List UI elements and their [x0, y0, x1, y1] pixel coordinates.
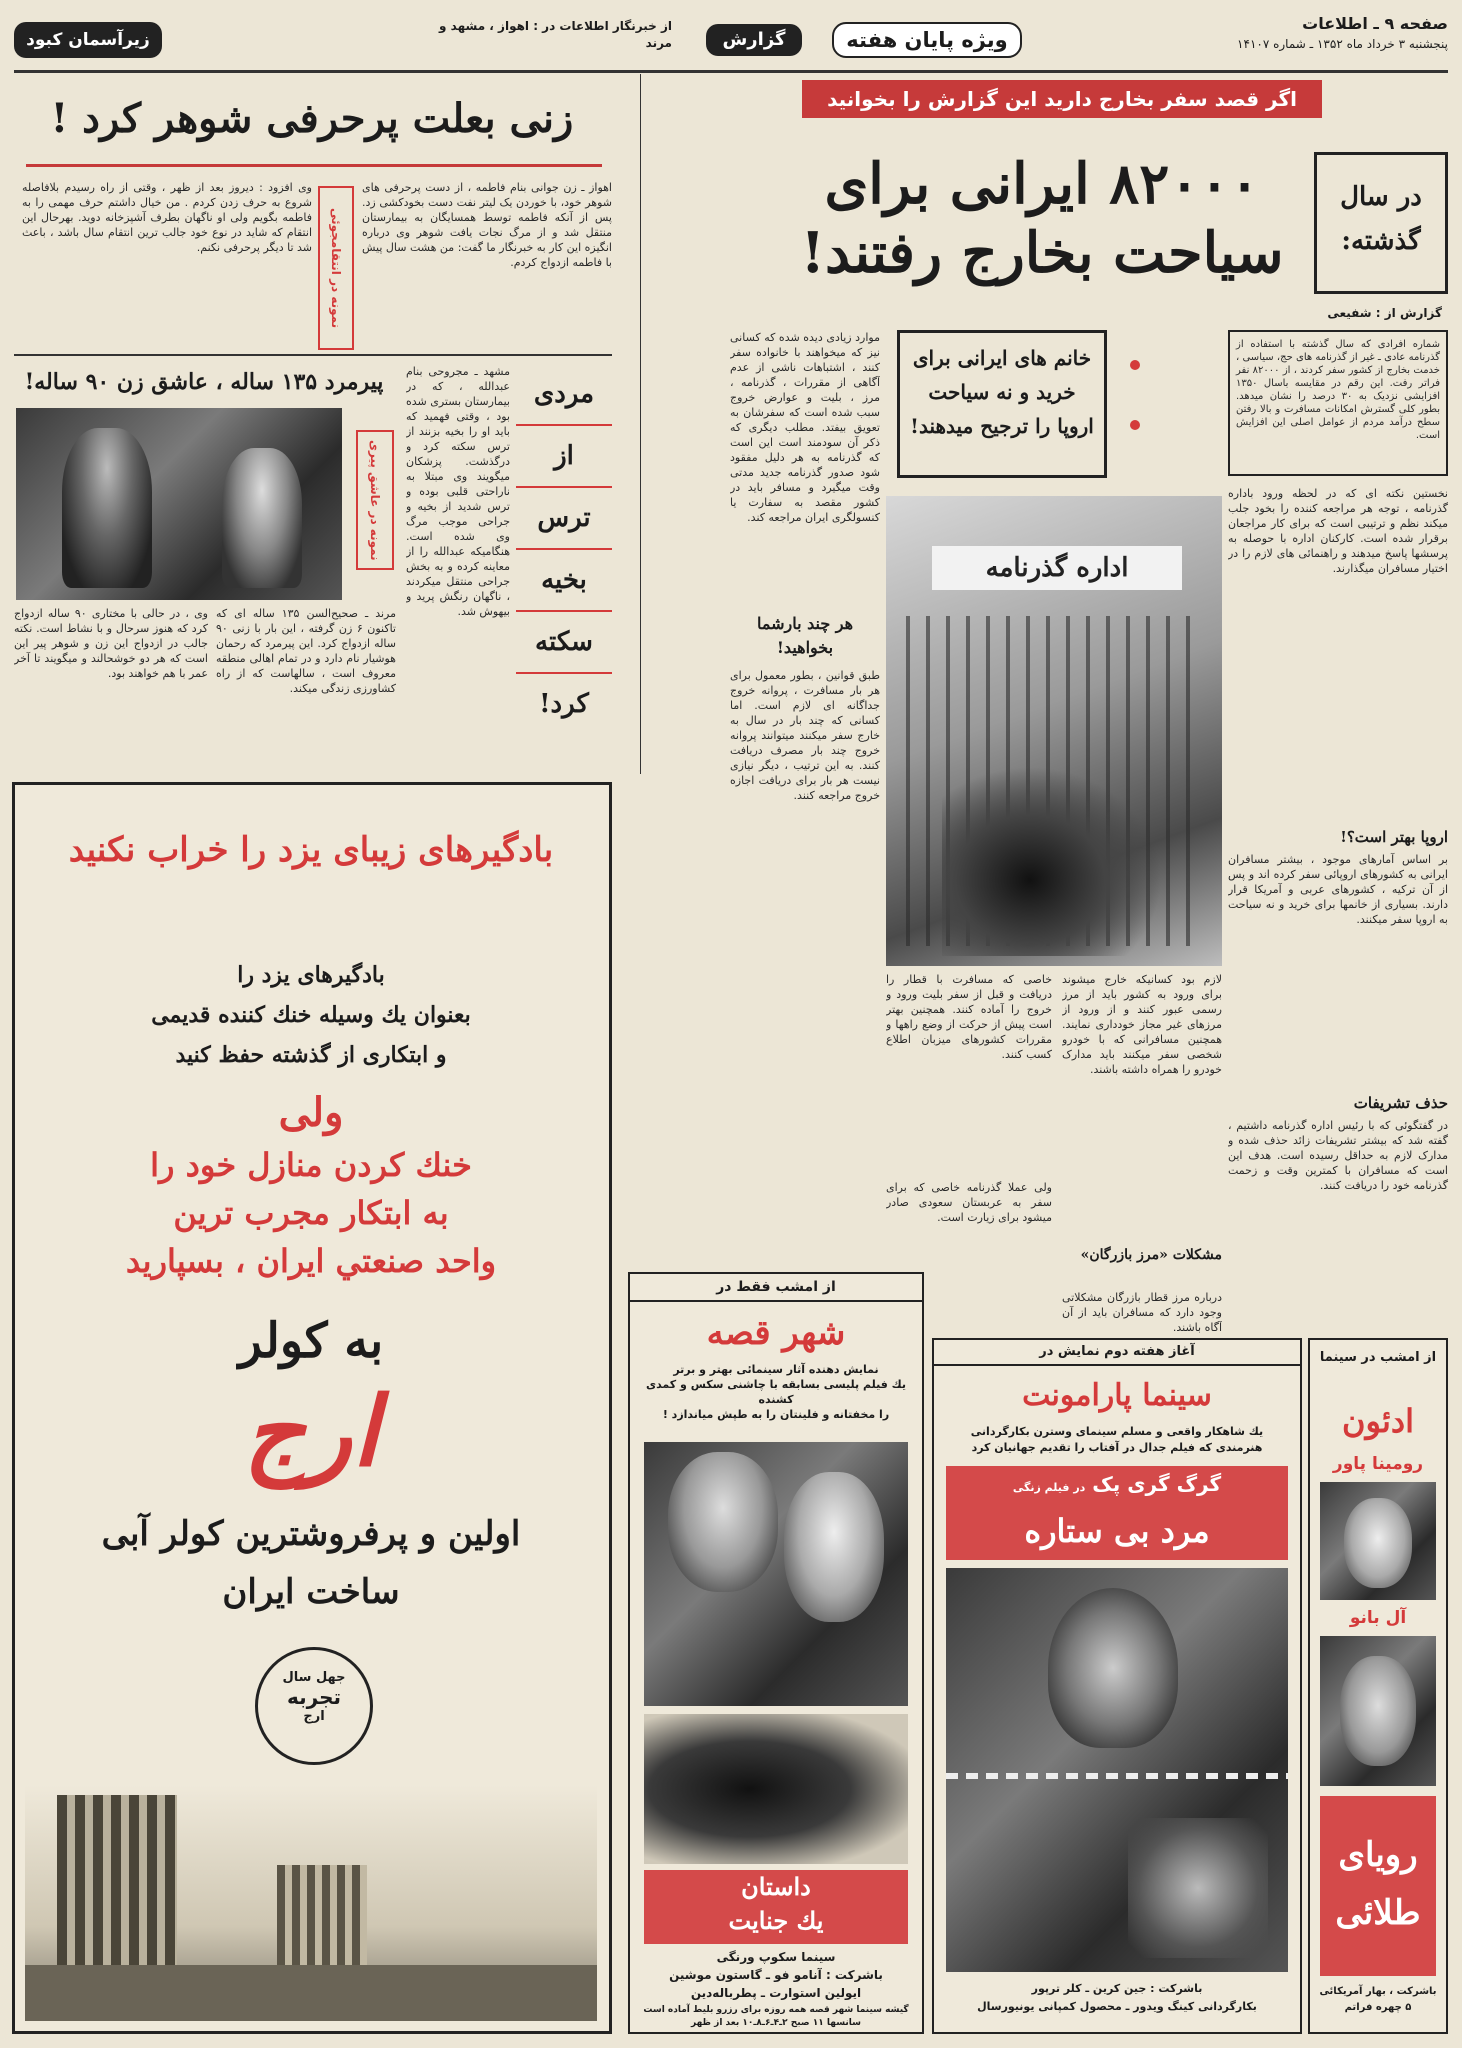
revenge-tag-text: نمونه در انتقامجوئی	[329, 207, 343, 329]
shg-credits	[638, 1948, 914, 2002]
shg-title-line: داستان	[741, 1872, 811, 1901]
ad-red-line: واحد صنعتي ايران ، بسپاريد	[125, 1242, 497, 1280]
column-b-part3	[1228, 1118, 1448, 1340]
odeon-actress: رومینا پاور	[1332, 1454, 1424, 1474]
ad-headline: بادگیرهای زیبای یزد را خراب نکنید	[68, 830, 554, 870]
shg-title-line: یك جنایت	[728, 1906, 824, 1935]
paramount-actor: گرگ گری پک	[1092, 1472, 1222, 1496]
column-d-note: ولی عملا گذرنامه خاصی که برای سفر به عربستان سعودی صادر میشود برای زیارت است.	[886, 1181, 1052, 1224]
fear-vertical-title	[516, 364, 612, 724]
fear-story-text	[406, 364, 510, 764]
odeon-actress-photo	[1320, 1482, 1436, 1600]
column-c-heading: مشکلات «مرز بازرگان»	[1080, 1247, 1222, 1263]
shg-cinema-name: شهر قصه	[706, 1313, 846, 1353]
old-couple-photo	[16, 408, 342, 600]
column-b-heading-2: حذف تشریفات	[1353, 1094, 1448, 1112]
woman-story-rule	[26, 164, 602, 167]
yazd-windcatchers-photo	[25, 1785, 597, 2021]
woman-story-text-left	[22, 180, 312, 350]
paramount-director: بکارگردانی کینگ ویدور ـ محصول کمپانی یونیورسال	[977, 2000, 1257, 2013]
shg-description	[638, 1362, 914, 1422]
ad-red-line: به ابتكار مجرب ترين	[173, 1194, 449, 1232]
old-man-headline: پیرمرد ۱۳۵ ساله ، عاشق زن ۹۰ ساله!	[24, 369, 384, 395]
column-d-part2	[886, 1180, 1052, 1270]
seal-bottom: تجربه	[286, 1685, 341, 1709]
old-love-tag	[356, 430, 394, 570]
column-b	[1228, 486, 1448, 826]
ad-but: ولی	[278, 1089, 344, 1136]
blue-sky-label: زیرآسمان کبود	[14, 22, 162, 58]
shg-poster-struggle	[644, 1714, 908, 1864]
old-woman-figure	[222, 448, 302, 588]
paramount-ad	[932, 1338, 1302, 2034]
seal-top: جهل سال	[282, 1670, 346, 1685]
paramount-in-film: در فیلم زنگی	[1012, 1481, 1086, 1494]
last-year-box	[1314, 152, 1448, 294]
travel-banner: اگر قصد سفر بخارج دارید این گزارش را بخوانید	[802, 80, 1322, 118]
paramount-desc	[942, 1424, 1292, 1458]
intro-text: شماره افرادی که سال گذشته با استفاده از گذرنامه عادی ـ غیر از گذرنامه های حج، سیاسی ، خدمت بخارج از کشور سفر کردند ، از ۸۲۰۰۰ نفر فراتر رفت. این رقم در مقایسه باسال ۱۳۵۰ افزایشی نزدیک به ۳۰ درصد را نشان میدهد. بطور کلی گسترش امکانات مسافرت و بالا رفتن سطح درآمد مردم از عوامل اصلی این افزایش است.	[1236, 339, 1440, 441]
shg-desc-line: را مخفتانه و فلینتان را به طپش میاندازد !	[662, 1408, 890, 1421]
seal-brand: ارج	[303, 1709, 325, 1724]
column-divider	[640, 74, 641, 774]
column-a-text2: طبق قوانین ، بطور معمول برای هر بار مسافرت ، پروانه خروج جداگانه ای لازم است. اما کسانی که چند بار در سال به خارج سفر میکنند میتوانند پروانه خروج چند بار مصرف دریافت کنند. به این ترتیب ، دیگر نیازی نیست هر بار برای دریافت اجازه خروج مراجعه کنند.	[730, 669, 880, 802]
actor-face	[668, 1452, 778, 1592]
ad-slogan	[23, 1505, 599, 1625]
cowboy-face	[1048, 1588, 1178, 1748]
shg-cast: باشرکت : آنامو فو ـ گاستون موشین	[669, 1968, 883, 1982]
woman-story-right-text: اهواز ـ زن جوانی بنام فاطمه ، از دست پرحرفی های شوهر خود، با خوردن یک لیتر نفت دست بخودکشی زد. پس از آنکه فاطمه توسط همسایگان به بیمارستان منتقل شد و از مرگ نجات یافت شوهر وی درباره انگیزه این کار به خبرنگار ما گفت: من هشت سال پیش با فاطمه ازدواج کردم.	[362, 181, 612, 269]
odeon-cinema-name: ادئون	[1341, 1402, 1415, 1440]
crowd-figures	[942, 766, 1162, 956]
fear-title-word: بخیه	[516, 550, 612, 612]
odeon-footer	[1314, 1984, 1442, 2030]
ad-line: بادگیرهای یزد را	[237, 962, 385, 988]
weekend-special-label: ویژه پایان هفته	[832, 22, 1022, 58]
ad-line: بعنوان یك وسیله خنك کننده قدیمی	[151, 1002, 471, 1028]
fear-title-word: کرد!	[539, 689, 589, 719]
odeon-ad	[1308, 1338, 1448, 2034]
column-b-text: نخستین نکته ای که در لحظه ورود باداره گذرنامه ، توجه هر مراجعه کننده را بخود جلب میکند نظم و ترتیبی است که برای کار مراجعان برقرار شده است. کارکنان اداره با حوصله به پرسشها پاسخ میدهند و راهنمائی های لازم را در اختیار مسافران میگذارند.	[1228, 487, 1448, 575]
ad-red-line: خنك كردن منازل خود را	[150, 1146, 472, 1184]
paramount-poster	[946, 1568, 1288, 1972]
actress-face	[1344, 1498, 1412, 1588]
paramount-cast: باشرکت : جین کرین ـ کلر ترپور	[1031, 1982, 1203, 1995]
column-c	[1062, 972, 1222, 1234]
column-c-text: لازم بود کسانیکه خارج میشوند برای ورود به کشور باید از مرز رسمی عبور کنند و از ورود از مرزهای غیر مجاز خودداری نمایند. همچنین مسافرانی که با خودرو شخصی سفر میکنند باید مدارک خودرو را همراه داشته باشند.	[1062, 973, 1222, 1076]
fear-title-word: سکته	[516, 612, 612, 674]
fear-title-word: ترس	[516, 488, 612, 550]
shg-showtimes: گیشه سینما شهر قصه همه روزه برای رزرو بلیط آماده است سانسها ۱۱ صبح ۲ـ۴ـ۶ـ۸ـ۱۰ بعد از ظهر	[643, 2005, 909, 2028]
woman-story-text-right	[362, 180, 612, 350]
fear-title-word: از	[516, 426, 612, 488]
passport-office-sign: اداره گذرنامه	[932, 546, 1182, 590]
paramount-desc-line: هنرمندی که فیلم جدال در آفتاب را تقدیم جهانیان کرد	[971, 1441, 1263, 1454]
shg-top: از امشب فقط در	[630, 1274, 922, 1302]
header-rule	[14, 70, 1448, 73]
bullet-icon	[1130, 420, 1140, 430]
fear-story-body: مشهد ـ مجروحی بنام عبدالله ، که در بیمارستان بستری شده بود ، وقتی فهمید که باید او را بخیه بزنند از ترس سکته کرد و درگذشت. پزشکان میگویند وی مبتلا به ناراحتی قلبی بوده و ترس شدید از بخیه و جراحی موجب مرگ وی شده است. هنگامیکه عبدالله را از معاینه کرده و به بخش جراحی منتقل میکردند ، ناگهان رنگش پرید و بیهوش شد.	[406, 365, 510, 618]
column-a-continued	[730, 668, 880, 974]
shg-desc-line: نمایش دهنده آثار سینمائی بهتر و برتر	[673, 1363, 879, 1376]
ad-line: و ابتکاری از گذشته حفظ کنید	[175, 1042, 447, 1068]
women-shopping-box	[897, 330, 1107, 478]
travel-headline-line1: ۸۲۰۰۰ ایرانی برای	[824, 151, 1260, 217]
actor-face	[1340, 1656, 1416, 1766]
page-number: صفحه ۹ ـ اطلاعات	[1302, 14, 1448, 33]
column-a-text: موارد زیادی دیده شده که کسانی نیز که میخواهند با خانواده سفر کنند ، اشتباهات ناشی از عدم آگاهی از مقررات ، گذرنامه ، مرز ، بلیت و عوارض خروج سبب شده است که سفرشان به تعویق بیفتد. مطلب دیگری که ذکر آن سودمند است این است که گذرنامه به هر دلیل مفقود شود صدور گذرنامه جدید مدتی وقت میگیرد و مسافر باید در کشور مقصد به سفارت یا کنسولگری ایران مراجعه کند.	[730, 331, 880, 524]
intro-box	[1228, 330, 1448, 476]
passport-office-photo	[886, 496, 1222, 966]
byline: گزارش از : شفیعی	[1327, 306, 1442, 320]
paramount-credits	[942, 1980, 1292, 2030]
page-header-info	[1088, 14, 1448, 68]
column-a	[730, 330, 880, 600]
revenge-tag	[318, 186, 354, 350]
arj-cooler-ad	[12, 782, 612, 2034]
ad-slogan-line: ساخت ایران	[222, 1572, 400, 1612]
old-man-figure	[62, 428, 152, 588]
correspondent-note: از خبرنگار اطلاعات در : اهواز ، مشهد و مرند	[439, 19, 672, 50]
paramount-top: آغاز هفته دوم نمایش در	[934, 1340, 1300, 1366]
paramount-actor-line	[946, 1466, 1288, 1506]
issue-date: پنجشنبه ۳ خرداد ماه ۱۳۵۲ ـ شماره ۱۴۱۰۷	[1237, 37, 1448, 51]
arj-logo: ارج	[243, 1375, 379, 1488]
ad-intro	[23, 955, 599, 1081]
odeon-top: از امشب در سینما	[1319, 1350, 1437, 1365]
travel-headline	[782, 150, 1302, 300]
barbed-wire	[946, 1773, 1288, 1779]
fear-title-word: مردی	[516, 364, 612, 426]
paramount-film-title: مرد بی ستاره	[1024, 1512, 1210, 1550]
actress-face	[784, 1472, 884, 1622]
old-man-right-text: مرند ـ صحیح‌السن ۱۳۵ ساله ای که تاکنون ۶ زن گرفته ، این بار با زنی ۹۰ ساله ازدواج کرد. این پیرمرد که رحمان هوشیار نام دارد و در تمام اهالی منطقه معروف است ، سالهاست که از راه کشاورزی زندگی میکند.	[216, 607, 396, 695]
shg-cast2: ایولین استوارت ـ پطرباله‌دین	[690, 1986, 862, 2000]
paramount-title-box	[946, 1466, 1288, 1560]
column-b-part2	[1228, 852, 1448, 1092]
travel-headline-line2: سیاحت بخارج رفتند!	[800, 220, 1284, 286]
column-c-text2: درباره مرز قطار بازرگان مشکلاتی وجود دارد که مسافران باید از آن آگاه باشند.	[1062, 1291, 1222, 1334]
women-shopping-text: خانم های ایرانی برای خرید و نه سیاحت اروپا را ترجیح میدهند!	[910, 346, 1094, 438]
shg-poster-faces	[644, 1442, 908, 1706]
shg-film-title-box	[644, 1870, 908, 1944]
paramount-desc-line: یك شاهکار واقعی و مسلم سینمای وسترن بکارگردانی	[970, 1425, 1264, 1438]
report-label: گزارش	[706, 24, 802, 56]
ad-to-cooler: به کولر	[238, 1313, 384, 1369]
odeon-age-line: ۵ چهره فراتم	[1344, 2002, 1412, 2013]
old-love-tag-text: نمونه در عاشق پیری	[368, 439, 382, 561]
column-d-text: خاصی که مسافرت با قطار را دریافت و قبل از سفر بلیت ورود و خروج را آماده کنند. همچنین بهتر است پیش از حرکت از وضع راهها و مقررات کشورهای میزبان اطلاع کسب کنند.	[886, 973, 1052, 1061]
bullet-icon	[1130, 360, 1140, 370]
shg-format: سینما سکوپ ورنگی	[716, 1950, 836, 1964]
ad-slogan-line: اولین و پرفروشترین کولر آبی	[101, 1514, 521, 1554]
woman-story-headline: زنی بعلت پرحرفی شوهر کرد !	[50, 95, 574, 142]
paramount-cinema-name: سینما پارامونت	[1022, 1378, 1212, 1413]
odeon-footer-line: باشرکت ، بهار آمریکائی	[1319, 1986, 1437, 1997]
column-a-heading: هر چند بارشما بخواهید!	[756, 614, 854, 657]
column-b-text2: بر اساس آمارهای موجود ، بیشتر مسافران ایرانی به کشورهای اروپائی سفر کرده اند و پس از آن ترکیه ، کشورهای عربی و آمریکا قرار دارند. بسیاری از خانمها برای خرید و نه سیاحت به اروپا سفر میکنند.	[1228, 853, 1448, 926]
column-b-text3: در گفتگوئی که با رئیس اداره گذرنامه داشتیم ، گفته شد که بیشتر تشریفات زائد حذف شده و مدارک لازم به حداقل رسیده است. هدف این است که مسافران با کمترین وقت و زحمت گذرنامه خود را دریافت کنند.	[1228, 1119, 1448, 1192]
odeon-film-title: رویای طلائی	[1335, 1835, 1421, 1933]
odeon-actor: آل بانو	[1349, 1608, 1407, 1628]
shg-desc-line: یك فیلم پلیسی بسابقه با چاشنی سکس و کمدی کشنده	[646, 1378, 906, 1406]
old-man-left-text: وی ، در حالی با مختاری ۹۰ ساله ازدواج کرد که هنوز سرحال و با نشاط است. نکته جالب در ازدواج این زن و شوهر پیر این است که هر دو خوشحالند و میگویند تا آخر عمر با هم خواهند بود.	[14, 607, 208, 680]
column-d	[886, 972, 1052, 1172]
ad-red-block	[23, 1141, 599, 1291]
old-man-text-left	[14, 606, 208, 766]
section-rule	[14, 354, 612, 356]
last-year-text: در سال گذشته:	[1340, 182, 1422, 256]
embrace-figures	[1128, 1818, 1268, 1958]
shahre-ghesse-ad	[628, 1272, 924, 2034]
experience-seal	[255, 1647, 373, 1765]
odeon-film-box	[1320, 1796, 1436, 1976]
city-roofs	[25, 1965, 597, 2021]
odeon-actor-photo	[1320, 1636, 1436, 1786]
old-man-text-right	[216, 606, 396, 766]
column-b-heading-1: اروپا بهتر است؟!	[1340, 828, 1448, 846]
woman-story-left-text: وی افزود : دیروز بعد از ظهر ، وقتی از راه رسیدم بلافاصله شروع به حرف زدن کردم . من خیال داشتم حرف مهمی را به فاطمه بگویم ولی او ناگهان بطرف آشپزخانه دوید. بهرحال این انتقام که شاید در نوع خود جالب ترین انتقام سال باشد ، باعث شد تا دیگر پرحرفی نکنم.	[22, 181, 312, 254]
